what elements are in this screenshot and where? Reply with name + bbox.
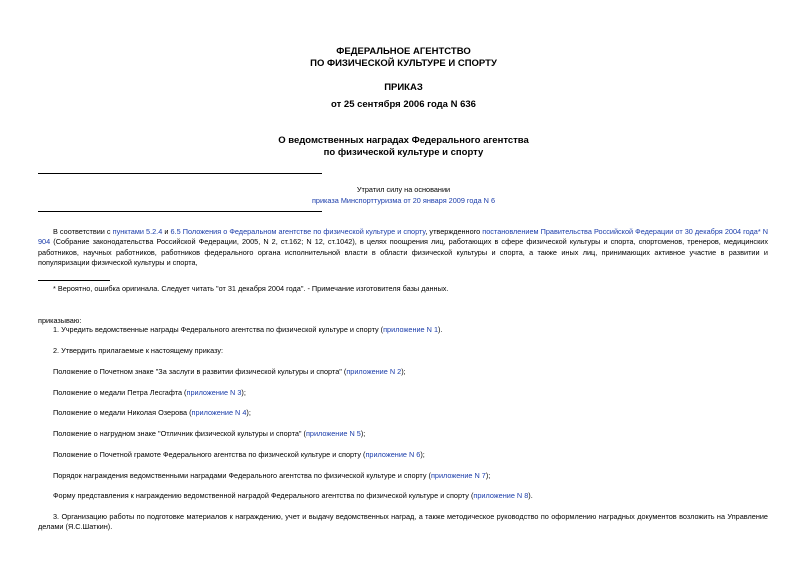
appendix-item-4-end: ); [246, 408, 251, 417]
link-agency-regulation[interactable]: Положения о Федеральном агентстве по физической культуре и спорту [182, 227, 426, 236]
preamble-text-2: и [162, 227, 171, 236]
item-1 [53, 325, 442, 335]
footnote: * Вероятно, ошибка оригинала. Следует читать "от 31 декабря 2004 года". - Примечание изготовителя базы данных. [53, 284, 449, 293]
item-2: 2. Утвердить прилагаемые к настоящему приказу: [53, 346, 224, 355]
appendix-item-4-text: Положение о медали Николая Озерова ( [53, 408, 192, 417]
divider-top [38, 173, 322, 174]
link-appendix-5[interactable]: приложение N 5 [305, 429, 361, 438]
link-appendix-8[interactable]: приложение N 8 [473, 491, 529, 500]
link-clause-6-5[interactable]: 6.5 [170, 227, 181, 236]
link-appendix-4[interactable]: приложение N 4 [191, 408, 247, 417]
appendix-item-3 [53, 388, 246, 398]
link-government-decree[interactable]: постановлением Правительства Российской Федерации от 30 декабря 2004 года* N 904 [38, 227, 769, 247]
appendix-item-8-text: Форму представления к награждению ведомственной наградой Федерального агентства по физической культуре и спорту ( [53, 491, 474, 500]
appendix-item-5-text: Положение о нагрудном знаке "Отличник физической культуры и спорта" ( [53, 429, 306, 438]
divider-bottom [38, 211, 322, 212]
link-appendix-7[interactable]: приложение N 7 [430, 471, 486, 480]
lost-force-order-link[interactable]: приказа Минспорттуризма от 20 января 2009 года N 6 [311, 196, 496, 205]
item-3: 3. Организацию работы по подготовке материалов к награждению, учет и выдачу ведомственных наград, а также методическое руководство по оформлению наградных документов возложить на Управление делами (Я.С.Шаткин). [38, 512, 768, 532]
link-appendix-2[interactable]: приложение N 2 [346, 367, 402, 376]
order-word: приказываю: [38, 316, 82, 325]
appendix-item-7 [53, 471, 490, 481]
preamble-text-5: (Собрание законодательства Российской Федерации, 2005, N 2, ст.162; N 12, ст.1042), в целях поощрения лиц, работающих в сфере физической культуры и спорта, спортсменов, тренеров, медицинских работников, научных работников, работников федерального органа исполнительной власти в области физической культуры и спорта, а также иных лиц, принимающих активное участие в развитии и популяризации физической культуры и спорта, [38, 237, 768, 268]
document-type: ПРИКАЗ [384, 82, 423, 93]
item-1-end: ). [438, 325, 443, 334]
appendix-item-2-end: ); [401, 367, 406, 376]
link-appendix-1[interactable]: приложение N 1 [383, 325, 438, 334]
appendix-item-5-end: ); [360, 429, 366, 438]
appendix-item-8-end: ). [528, 491, 533, 500]
appendix-item-3-text: Положение о медали Петра Лесгафта ( [53, 388, 187, 397]
agency-name-line1: ФЕДЕРАЛЬНОЕ АГЕНТСТВО [336, 46, 471, 57]
preamble-text-4: , утвержденного [425, 227, 483, 236]
appendix-item-8 [53, 491, 533, 501]
footnote-divider [38, 280, 110, 281]
document-title-line1: О ведомственных наградах Федерального агентства [278, 135, 529, 146]
document-title-line2: по физической культуре и спорту [323, 147, 484, 158]
appendix-item-6 [53, 450, 425, 460]
link-appendix-3[interactable]: приложение N 3 [186, 388, 242, 397]
preamble-text-1: В соответствии с [53, 227, 113, 236]
appendix-item-7-end: ); [485, 471, 491, 480]
appendix-item-4 [53, 408, 251, 418]
agency-name-line2: ПО ФИЗИЧЕСКОЙ КУЛЬТУРЕ И СПОРТУ [310, 58, 497, 69]
appendix-item-7-text: Порядок награждения ведомственными наградами Федерального агентства по физической культуре и спорту ( [53, 471, 431, 480]
appendix-item-3-end: ); [241, 388, 246, 397]
item-1-text: 1. Учредить ведомственные награды Федерального агентства по физической культуре и спорту ( [53, 325, 384, 334]
lost-force-note: Утратил силу на основании [356, 185, 451, 194]
link-appendix-6[interactable]: приложение N 6 [365, 450, 421, 459]
appendix-item-2 [53, 367, 406, 377]
appendix-item-6-text: Положение о Почетной грамоте Федерального агентства по физической культуре и спорту ( [53, 450, 366, 459]
document-date: от 25 сентября 2006 года N 636 [331, 99, 476, 110]
link-clause-5-2-4[interactable]: пунктами 5.2.4 [112, 227, 163, 236]
appendix-item-6-end: ); [420, 450, 425, 459]
lost-force-link-line [0, 196, 807, 206]
preamble-paragraph [38, 227, 768, 269]
appendix-item-2-text: Положение о Почетном знаке "За заслуги в развитии физической культуры и спорта" ( [53, 367, 347, 376]
appendix-item-5 [53, 429, 365, 439]
